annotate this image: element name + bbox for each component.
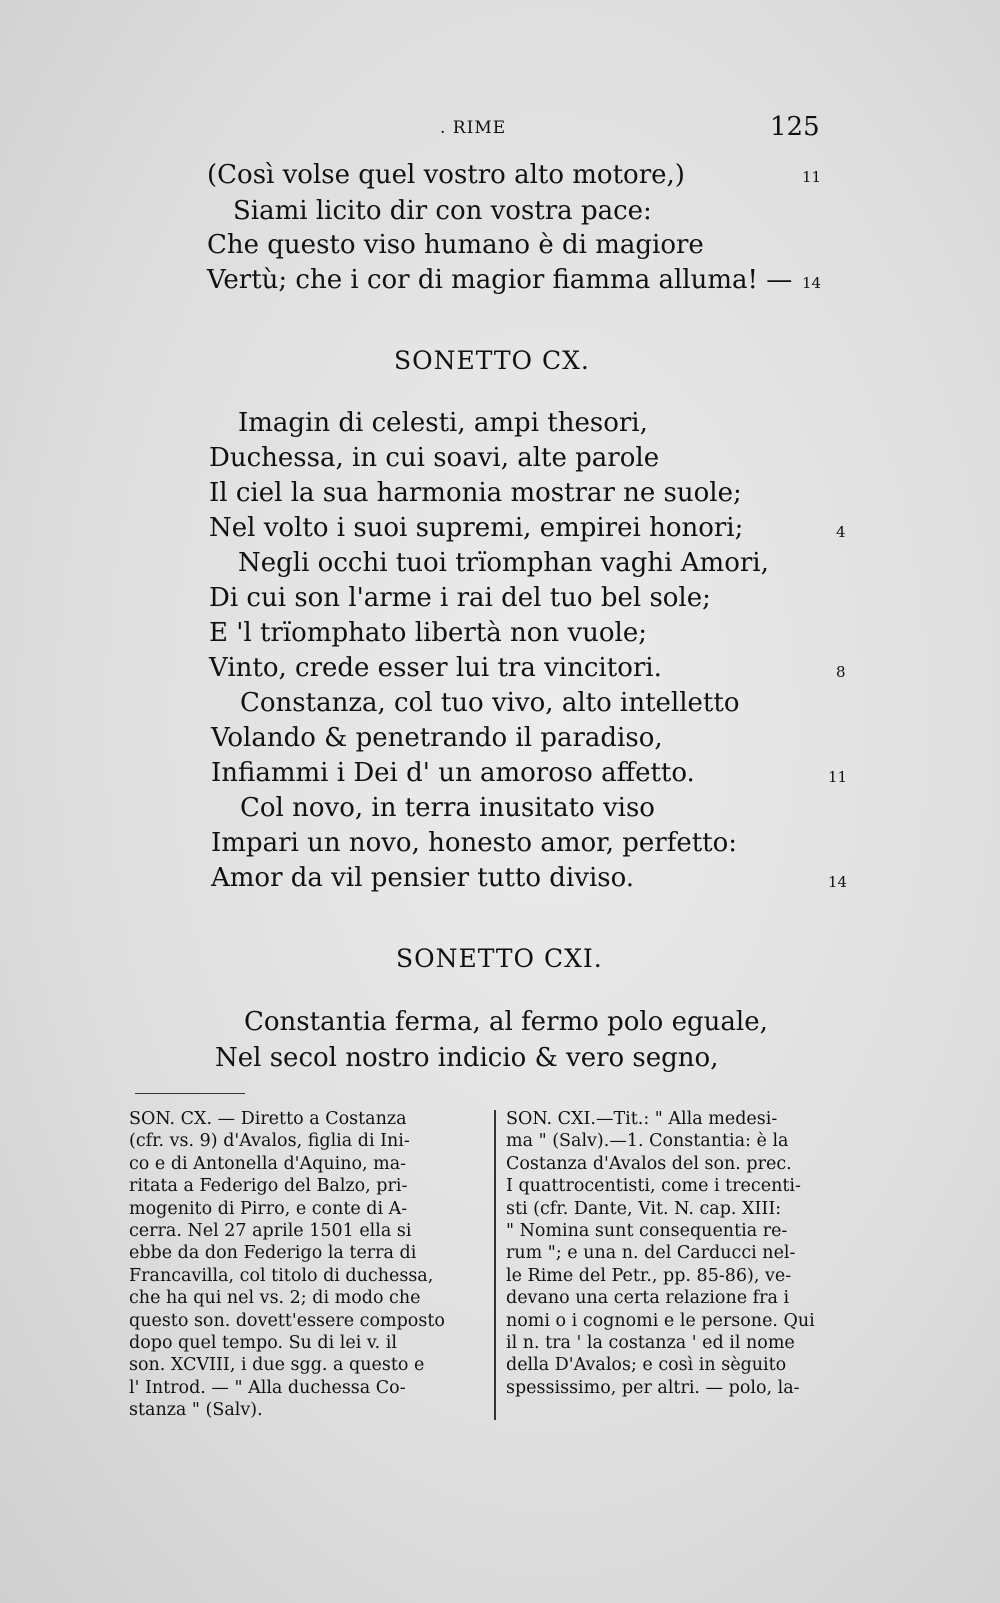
verse-line: Nel volto i suoi supremi, empirei honori; <box>209 513 744 543</box>
line-number: 11 <box>802 168 822 186</box>
note-line: devano una certa relazione fra i <box>506 1288 790 1309</box>
verse-line: Volando & penetrando il paradiso, <box>211 723 663 753</box>
note-line: della D'Avalos; e così in sèguito <box>506 1355 787 1376</box>
note-line: Costanza d'Avalos del son. prec. <box>506 1153 792 1174</box>
verse-line: Duchessa, in cui soavi, alte parole <box>209 443 660 473</box>
verse-line: Imagin di celesti, ampi thesori, <box>238 408 648 438</box>
verse-line: Il ciel la sua harmonia mostrar ne suole; <box>209 478 742 508</box>
sonnet-cx-title: SONETTO CX. <box>394 346 590 375</box>
note-line: I quattrocentisti, come i trecenti- <box>506 1176 801 1197</box>
verse-line: Infiammi i Dei d' un amoroso affetto. <box>211 758 695 788</box>
note-line: " Nomina sunt consequentia re- <box>506 1221 788 1242</box>
verse-line: Vinto, crede esser lui tra vincitori. <box>209 653 662 683</box>
note-line: (cfr. vs. 9) d'Avalos, figlia di Ini- <box>129 1131 410 1152</box>
note-line: SON. CX. — Diretto a Costanza <box>129 1109 407 1129</box>
verse-line: (Così volse quel vostro alto motore,) <box>207 160 685 190</box>
line-number: 11 <box>828 768 848 786</box>
note-line: SON. CXI.—Tit.: " Alla medesi- <box>506 1109 778 1129</box>
footnotes-right <box>506 1108 815 1399</box>
verse-line: Negli occhi tuoi trïomphan vaghi Amori, <box>238 548 769 578</box>
running-head: . RIME <box>440 118 507 138</box>
verse-line: Siami licito dir con vostra pace: <box>233 196 652 226</box>
note-line: l' Introd. — " Alla duchessa Co- <box>129 1377 406 1398</box>
note-line: co e di Antonella d'Aquino, ma- <box>129 1153 407 1174</box>
page-number: 125 <box>770 112 820 142</box>
note-line: spessissimo, per altri. — polo, la- <box>506 1377 800 1398</box>
verse-line: E 'l trïomphato libertà non vuole; <box>209 618 647 648</box>
verse-line: Constantia ferma, al fermo polo eguale, <box>244 1007 768 1037</box>
note-line: le Rime del Petr., pp. 85-86), ve- <box>506 1265 792 1286</box>
note-line: che ha qui nel vs. 2; di modo che <box>129 1288 421 1309</box>
verse-line: Vertù; che i cor di magior fiamma alluma! — <box>207 265 793 295</box>
footnotes-left <box>129 1108 445 1422</box>
line-number: 8 <box>836 663 846 681</box>
footnote-column-divider <box>494 1110 496 1420</box>
note-line: questo son. dovett'essere composto <box>129 1310 445 1331</box>
line-number: 4 <box>836 523 846 541</box>
note-line: ma " (Salv).—1. Constantia: è la <box>506 1131 789 1152</box>
note-line: cerra. Nel 27 aprile 1501 ella si <box>129 1221 412 1242</box>
note-line: mogenito di Pirro, e conte di A- <box>129 1198 408 1219</box>
note-line: nomi o i cognomi e le persone. Qui <box>506 1310 815 1331</box>
note-line: rum "; e una n. del Carducci nel- <box>506 1243 796 1264</box>
verse-line: Constanza, col tuo vivo, alto intelletto <box>240 688 740 718</box>
footnote-rule <box>135 1093 245 1094</box>
verse-line: Che questo viso humano è di magiore <box>207 230 704 260</box>
note-line: ebbe da don Federigo la terra di <box>129 1243 417 1264</box>
line-number: 14 <box>802 274 822 292</box>
page-header <box>0 112 1000 148</box>
verse-line: Amor da vil pensier tutto diviso. <box>211 863 635 893</box>
note-line: Francavilla, col titolo di duchessa, <box>129 1265 434 1286</box>
note-line: son. XCVIII, i due sgg. a questo e <box>129 1355 425 1376</box>
note-line: ritata a Federigo del Balzo, pri- <box>129 1176 408 1197</box>
note-line: dopo quel tempo. Su di lei v. il <box>129 1333 397 1354</box>
note-line: sti (cfr. Dante, Vit. N. cap. XIII: <box>506 1198 782 1219</box>
verse-line: Col novo, in terra inusitato viso <box>240 793 655 823</box>
verse-line: Nel secol nostro indicio & vero segno, <box>215 1043 719 1073</box>
note-line: il n. tra ' la costanza ' ed il nome <box>506 1333 795 1354</box>
sonnet-cxi-title: SONETTO CXI. <box>396 944 603 973</box>
line-number: 14 <box>828 873 848 891</box>
verse-line: Di cui son l'arme i rai del tuo bel sole; <box>209 583 711 613</box>
verse-line: Impari un novo, honesto amor, perfetto: <box>211 828 738 858</box>
note-line: stanza " (Salv). <box>129 1400 263 1421</box>
